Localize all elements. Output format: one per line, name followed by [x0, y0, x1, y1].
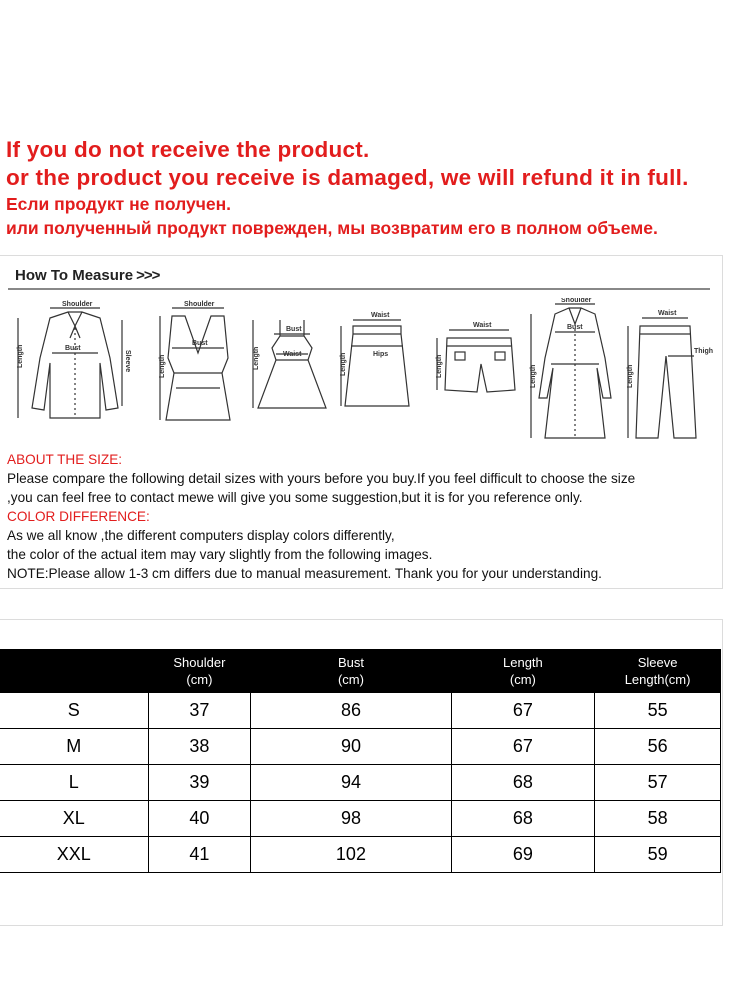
label-length: Length — [17, 344, 24, 368]
color-difference-line-2: the color of the actual item may vary slightly from the following images. — [7, 547, 433, 562]
about-size-line-1: Please compare the following detail sizes with yours before you buy.If you feel difficult to choose the size — [7, 471, 636, 486]
notice-ru-line-2: или полученный продукт поврежден, мы возвратим его в полном объеме. — [6, 218, 658, 238]
cell-length: 67 — [451, 729, 595, 765]
cell-size: XL — [0, 801, 148, 837]
measurement-note: NOTE:Please allow 1-3 cm differs due to manual measurement. Thank you for your understanding. — [7, 566, 602, 581]
cell-shoulder: 37 — [148, 693, 251, 729]
cell-bust: 98 — [251, 801, 451, 837]
label-length: Length — [159, 354, 166, 378]
cell-sleeve-length: 57 — [595, 765, 721, 801]
label-thigh: Thigh — [694, 348, 714, 355]
label-hips: Hips — [373, 351, 389, 358]
coat-diagram-icon — [525, 298, 625, 448]
cell-bust: 102 — [251, 837, 451, 873]
size-table-header-row — [0, 650, 721, 693]
cell-length: 68 — [451, 801, 595, 837]
title-divider — [8, 288, 710, 290]
cell-size: S — [0, 693, 148, 729]
how-to-measure-title-text: How To Measure — [15, 267, 134, 284]
label-length: Length — [253, 346, 260, 370]
table-row — [0, 837, 721, 873]
cell-length: 69 — [451, 837, 595, 873]
label-bust: Bust — [567, 324, 583, 331]
label-shoulder: Shoulder — [62, 301, 93, 308]
label-waist: Waist — [283, 351, 302, 358]
table-row — [0, 729, 721, 765]
cell-size: XXL — [0, 837, 148, 873]
how-to-measure-panel — [0, 255, 723, 589]
about-size-line-2: ,you can feel free to contact mewe will give you some suggestion,but it is for you reference only. — [7, 490, 583, 505]
label-length: Length — [436, 354, 443, 378]
notice-ru-line-1: Если продукт не получен. — [6, 194, 232, 214]
cell-sleeve-length: 56 — [595, 729, 721, 765]
cell-bust: 94 — [251, 765, 451, 801]
label-waist: Waist — [473, 322, 492, 329]
header-sleeve-length: Sleeve Length(cm) — [595, 650, 721, 693]
notice-en-line-1: If you do not receive the product. — [6, 137, 370, 162]
label-sleeve: Sleeve — [124, 350, 131, 373]
cell-sleeve-length: 55 — [595, 693, 721, 729]
label-length: Length — [627, 364, 634, 388]
cell-shoulder: 40 — [148, 801, 251, 837]
cell-size: L — [0, 765, 148, 801]
size-table — [0, 649, 721, 873]
cell-shoulder: 38 — [148, 729, 251, 765]
about-size-heading: ABOUT THE SIZE: — [7, 452, 123, 467]
cell-bust: 90 — [251, 729, 451, 765]
blouse-diagram-icon — [10, 298, 140, 448]
table-row — [0, 693, 721, 729]
cell-shoulder: 41 — [148, 837, 251, 873]
refund-notice — [6, 136, 689, 240]
table-row — [0, 801, 721, 837]
label-bust: Bust — [286, 326, 302, 333]
color-difference-line-1: As we all know ,the different computers display colors differently, — [7, 528, 395, 543]
trousers-diagram-icon — [620, 298, 715, 448]
header-shoulder: Shoulder (cm) — [148, 650, 251, 693]
header-size — [0, 650, 148, 693]
size-table-panel — [0, 619, 723, 926]
cell-shoulder: 39 — [148, 765, 251, 801]
skirt-diagram-icon — [335, 298, 420, 448]
shorts-diagram-icon — [425, 298, 525, 448]
cami-dress-diagram-icon — [250, 298, 335, 448]
color-difference-heading: COLOR DIFFERENCE: — [7, 509, 150, 524]
header-bust: Bust (cm) — [251, 650, 451, 693]
label-waist: Waist — [371, 312, 390, 319]
cell-bust: 86 — [251, 693, 451, 729]
size-info-text — [7, 450, 719, 583]
notice-en-line-2: or the product you receive is damaged, we will refund it in full. — [6, 165, 689, 190]
cell-size: M — [0, 729, 148, 765]
header-length: Length (cm) — [451, 650, 595, 693]
cell-sleeve-length: 58 — [595, 801, 721, 837]
label-length: Length — [530, 364, 537, 388]
label-shoulder: Shoulder — [184, 301, 215, 308]
label-bust: Bust — [192, 340, 208, 347]
vest-diagram-icon — [150, 298, 245, 448]
table-row — [0, 765, 721, 801]
label-shoulder: Shoulder — [561, 298, 592, 304]
how-to-measure-title — [15, 267, 159, 284]
label-bust: Bust — [65, 345, 81, 352]
cell-length: 67 — [451, 693, 595, 729]
title-arrows-icon: >>> — [136, 267, 160, 284]
label-waist: Waist — [658, 310, 677, 317]
cell-sleeve-length: 59 — [595, 837, 721, 873]
cell-length: 68 — [451, 765, 595, 801]
label-length: Length — [340, 352, 347, 376]
measure-diagrams — [10, 298, 715, 448]
